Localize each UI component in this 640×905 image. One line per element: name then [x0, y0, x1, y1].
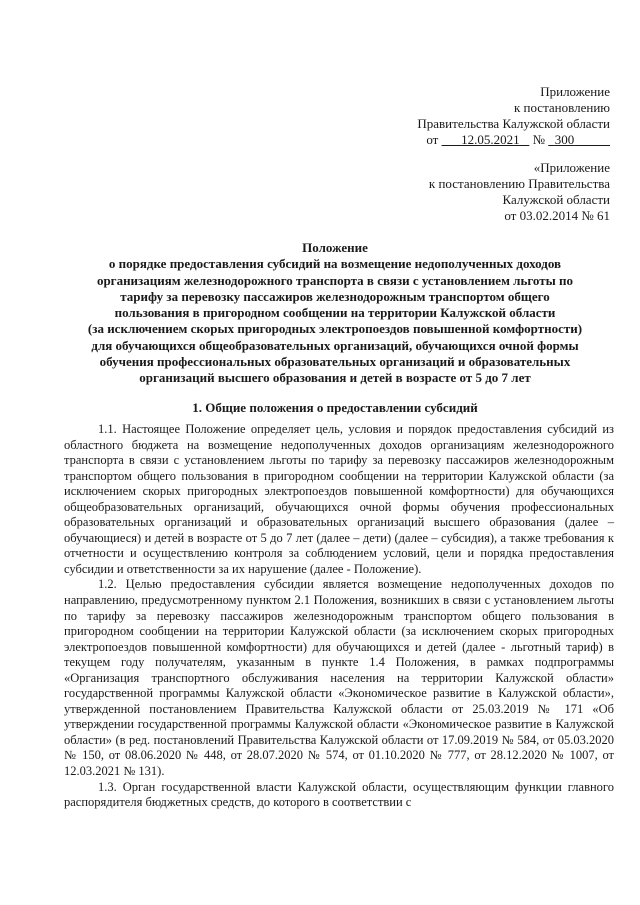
title-heading: Положение	[302, 240, 368, 255]
paragraph-1-3: 1.3. Орган государственной власти Калужской области, осуществляющим функции главного распорядителя бюджетных средств, до которого в соответствии с	[64, 779, 614, 810]
appendix-date-line	[417, 132, 610, 148]
appendix-ref: к постановлению	[513, 100, 610, 115]
resolution-date: 12.05.2021	[461, 132, 520, 147]
title-line: для обучающихся общеобразовательных организаций, обучающихся очной формы	[91, 337, 579, 353]
prev-appendix-date: от 03.02.2014 № 61	[504, 208, 610, 223]
paragraph-1-1: 1.1. Настоящее Положение определяет цель, условия и порядок предоставления субсидий из областного бюджета на возмещение недополученных доходов организациям железнодорожного транспорта в связи с установлением льготы по тарифу за перевозку пассажиров железнодорожным транспортом общего пользования в пригородном сообщении на территории Калужской области (за исключением скорых пригородных электропоездов повышенной комфортности) для обучающихся общеобразовательных организаций, обучающихся очной формы обучения профессиональных образовательных организаций и образовательных организаций высшего образования (далее – обучающиеся) и детей в возрасте от 5 до 7 лет (далее – дети) (далее – субсидия), а также требования к отчетности и осуществлению контроля за соблюдением условий, цели и порядка предоставления субсидии и ответственности за их нарушение (далее - Положение).	[64, 422, 614, 576]
date-prefix: от	[426, 132, 439, 147]
prev-appendix-label: «Приложение	[533, 160, 610, 175]
title-line: организаций высшего образования и детей в возрасте от 5 до 7 лет	[139, 370, 531, 386]
title-line: (за исключением скорых пригородных электропоездов повышенной комфортности)	[87, 321, 583, 337]
title-line: тарифу за перевозку пассажиров железнодорожным транспортом общего	[120, 288, 550, 304]
previous-appendix-header	[429, 160, 610, 224]
paragraph-1-2: 1.2. Целью предоставления субсидии является возмещение недополученных доходов по направлению, предусмотренному пунктом 2.1 Положения, возникших в связи с установлением льготы по тарифу за перевозку пассажиров железнодорожным транспортом общего пользования в пригородном сообщении на территории Калужской области (за исключением скорых пригородных электропоездов повышенной комфортности) для обучающихся и детей (далее - льготный тариф) в текущем году получателям, указанным в пункте 1.4 Положения, в рамках подпрограммы «Организация транспортного обслуживания населения на территории Калужской области» государственной программы Калужской области «Экономическое развитие в Калужской области», утвержденной постановлением Правительства Калужской области от 25.03.2019 № 171 «Об утверждении государственной программы Калужской области «Экономическое развитие в Калужской области» (в ред. постановлений Правительства Калужской области от 17.09.2019 № 584, от 05.03.2020 № 150, от 08.06.2020 № 448, от 28.07.2020 № 574, от 01.10.2020 № 777, от 28.12.2020 № 1007, от 12.03.2021 № 131).	[64, 577, 614, 779]
title-line: о порядке предоставления субсидий на возмещение недополученных доходов	[108, 256, 562, 272]
title-line: пользования в пригородном сообщении на территории Калужской области	[114, 305, 556, 321]
appendix-authority: Правительства Калужской области	[417, 116, 610, 131]
section-heading: 1. Общие положения о предоставлении субсидий	[192, 400, 478, 415]
appendix-header	[417, 84, 610, 148]
document-title	[60, 240, 610, 387]
title-line: обучения профессиональных образовательных организаций и образовательных	[99, 354, 571, 370]
number-prefix: №	[532, 132, 545, 147]
document-body	[64, 422, 614, 811]
prev-appendix-ref: к постановлению Правительства	[428, 176, 610, 191]
appendix-label: Приложение	[540, 84, 610, 99]
title-line: организациям железнодорожного транспорта в связи с установлением льготы по	[96, 272, 574, 288]
resolution-number: 300	[554, 132, 575, 147]
prev-appendix-authority: Калужской области	[502, 192, 610, 207]
